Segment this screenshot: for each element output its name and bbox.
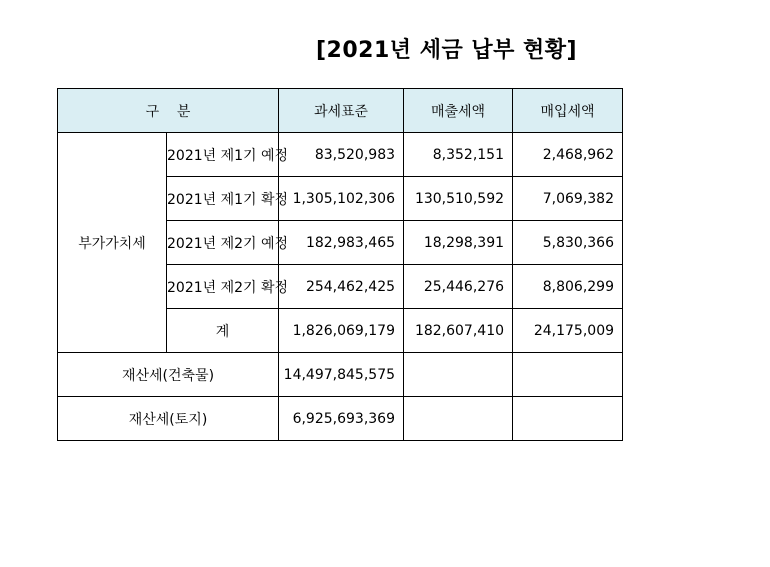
purchase-tax-cell: 7,069,382 xyxy=(513,177,623,221)
tax-base-cell: 14,497,845,575 xyxy=(279,353,404,397)
empty-cell xyxy=(513,353,623,397)
table-header-row xyxy=(58,89,623,133)
header-sales-tax: 매출세액 xyxy=(404,89,513,133)
period-label: 2021년 제2기 예정 xyxy=(167,221,279,265)
property-tax-building-label: 재산세(건축물) xyxy=(58,353,279,397)
vat-category-label: 부가가치세 xyxy=(58,133,167,353)
total-sales-tax-cell: 182,607,410 xyxy=(404,309,513,353)
tax-base-cell: 83,520,983 xyxy=(279,133,404,177)
header-category: 구 분 xyxy=(58,89,279,133)
property-tax-land-label: 재산세(토지) xyxy=(58,397,279,441)
total-tax-base-cell: 1,826,069,179 xyxy=(279,309,404,353)
sales-tax-cell: 18,298,391 xyxy=(404,221,513,265)
period-label: 2021년 제1기 확정 xyxy=(167,177,279,221)
empty-cell xyxy=(404,353,513,397)
tax-payment-table xyxy=(57,88,623,441)
tax-base-cell: 182,983,465 xyxy=(279,221,404,265)
header-tax-base: 과세표준 xyxy=(279,89,404,133)
table-row xyxy=(58,397,623,441)
purchase-tax-cell: 2,468,962 xyxy=(513,133,623,177)
table-row xyxy=(58,133,623,177)
sales-tax-cell: 130,510,592 xyxy=(404,177,513,221)
tax-base-cell: 6,925,693,369 xyxy=(279,397,404,441)
sales-tax-cell: 8,352,151 xyxy=(404,133,513,177)
page-title: [2021년 세금 납부 현황] xyxy=(316,38,578,63)
total-label: 계 xyxy=(167,309,279,353)
purchase-tax-cell: 8,806,299 xyxy=(513,265,623,309)
total-purchase-tax-cell: 24,175,009 xyxy=(513,309,623,353)
header-purchase-tax: 매입세액 xyxy=(513,89,623,133)
table-row xyxy=(58,353,623,397)
sales-tax-cell: 25,446,276 xyxy=(404,265,513,309)
purchase-tax-cell: 5,830,366 xyxy=(513,221,623,265)
empty-cell xyxy=(513,397,623,441)
tax-base-cell: 1,305,102,306 xyxy=(279,177,404,221)
period-label: 2021년 제1기 예정 xyxy=(167,133,279,177)
tax-base-cell: 254,462,425 xyxy=(279,265,404,309)
period-label: 2021년 제2기 확정 xyxy=(167,265,279,309)
empty-cell xyxy=(404,397,513,441)
